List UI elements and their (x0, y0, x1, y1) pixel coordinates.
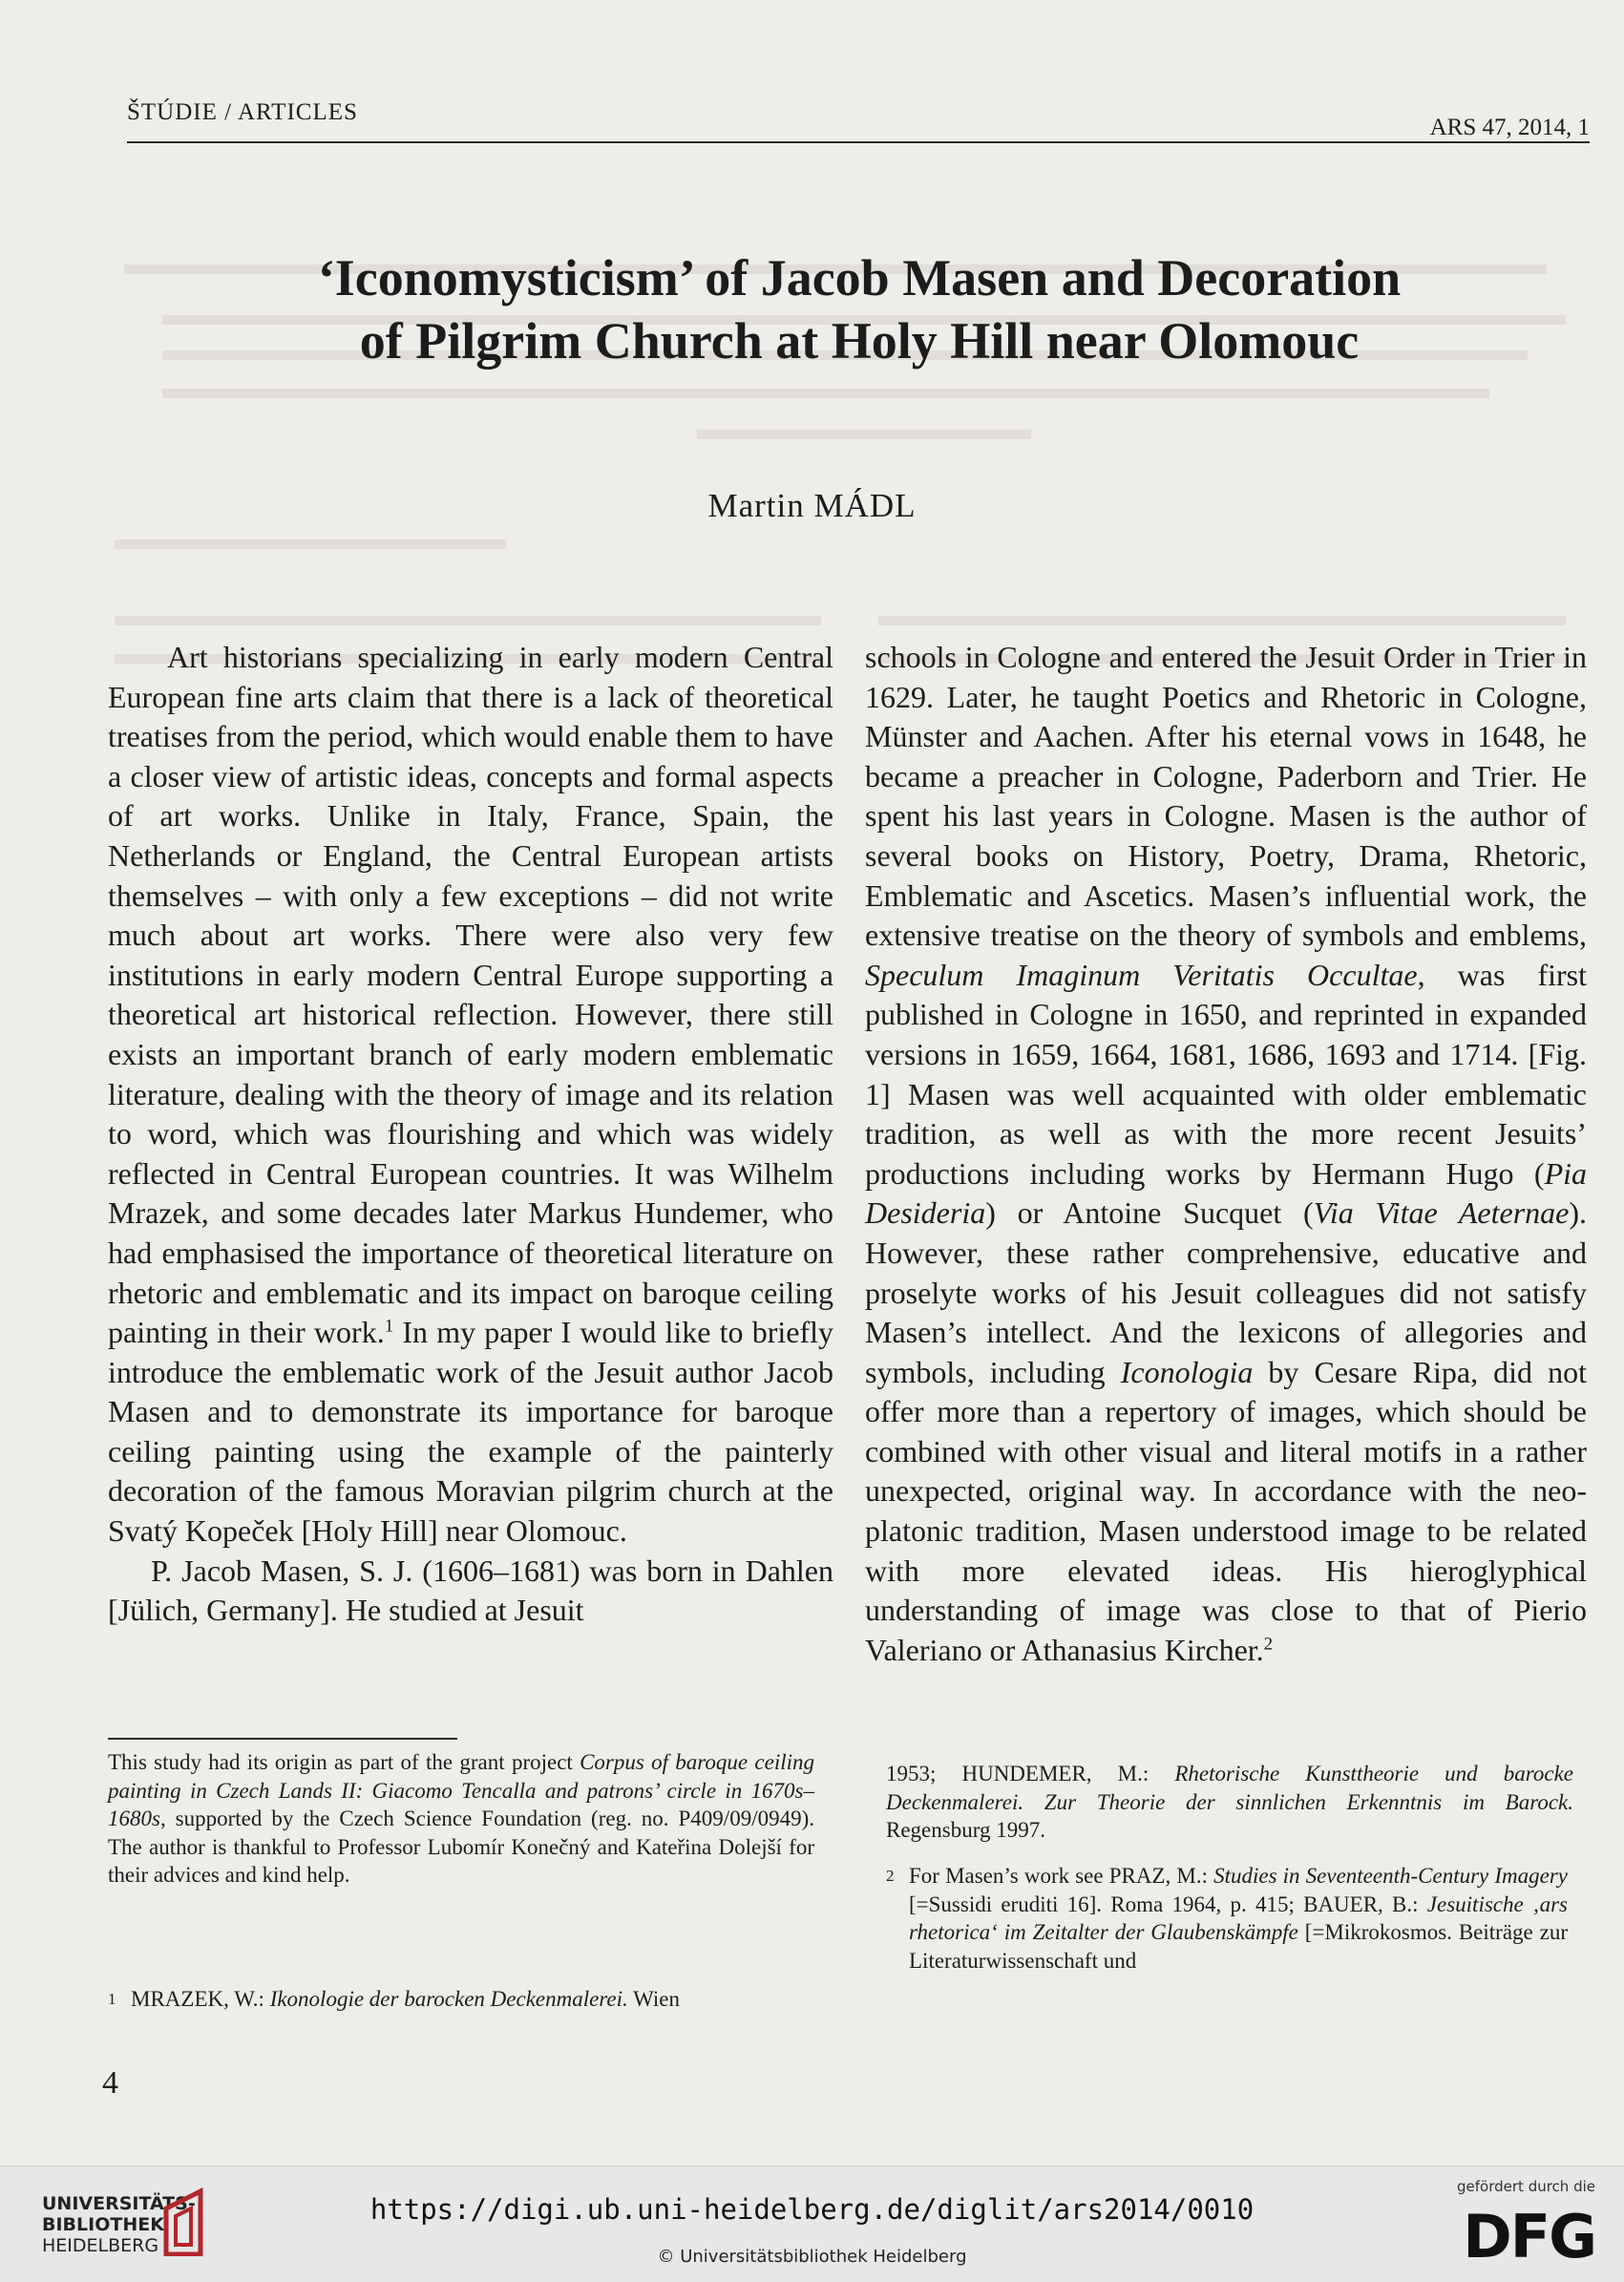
viewer-footer (0, 2166, 1624, 2282)
running-header-journal: ARS 47, 2014, 1 (1429, 115, 1590, 140)
book-title: Via Vitae Aeternae (1313, 1195, 1570, 1231)
footnote-number: 2 (886, 1867, 895, 1885)
permalink-url[interactable]: https://digi.ub.uni-heidelberg.de/diglit/ars2014/0010 (369, 2193, 1255, 2226)
footnote-1: 1 MRAZEK, W.: Ikonologie der barocken Deckenmalerei. Wien (108, 1985, 814, 2014)
running-header-section: ŠTÚDIE / ARTICLES (127, 99, 358, 125)
body-paragraph: Art historians specializing in early modern Central European fine arts claim that there is a lack of theoretical treatises from the period, which would enable them to have a closer view of artistic ideas, concepts and formal aspects of art works. Unlike in Italy, France, Spain, the Netherlands or England, the Central European artists themselves – with only a few exceptions – did not write much about art works. There were also very few institutions in early modern Central Europe supporting a theoretical art historical reflection. However, there still exists an important branch of early modern emblematic literature, dealing with the theory of image and its relation to word, which was flourishing and which was widely reflected in Central European countries. It was Wilhelm Mrazek, and some decades later Markus Hundemer, who had emphasised the importance of theoretical literature on rhetoric and emblematic and its impact on baroque ceiling painting in their work.$^1$ In my paper I would like to briefly introduce the emblematic work of the Jesuit author Jacob Masen and to demonstrate its importance for baroque ceiling painting using the example of the painterly decoration of the famous Moravian pilgrim church at the Svatý Kopeček [Holy Hill] near Olomouc. (108, 640, 833, 1549)
body-paragraph: schools in Cologne and entered the Jesuit Order in Trier in 1629. Later, he taught Poetics and Rhetoric in Cologne, Münster and Aachen. After his eternal vows in 1648, he became a preacher in Cologne, Paderborn and Trier. He spent his last years in Cologne. Masen is the author of several books on History, Poetry, Drama, Rhetoric, Emblematic and Ascetics. Masen’s influential work, the extensive treatise on the theory of symbols and emblems, Speculum Imaginum Veritatis Occultae, was first published in Cologne in 1650, and reprinted in expanded versions in 1659, 1664, 1681, 1686, 1693 and 1714. [Fig. 1] Masen was well acquainted with older emblematic tradition, as well as with the more recent Jesuits’ productions including works by Hermann Hugo (Pia Desideria) or Antoine Sucquet (Via Vitae Aeternae). However, these rather comprehensive, educative and proselyte works of his Jesuit colleagues did not satisfy Masen’s intellect. And the lexicons of allegories and symbols, including Iconologia by Cesare Ripa, did not offer more than a repertory of images, which should be combined with other visual and literal motifs in a rather unexpected, original way. In accordance with the neo-platonic tradition, Masen understood image to be related with more elevated ideas. His hieroglyphical understanding of image was close to that of Pierio Valeriano or Athanasius Kircher.$^2$ (865, 640, 1588, 1667)
footnote-acknowledgement: This study had its origin as part of the grant project Corpus of baroque ceiling painting in Czech Lands II: Giacomo Tencalla and patrons’ circle in 1670s–1680s, supported by the Czech Science Foundation (reg. no. P409/09/0949). The author is thankful to Professor Lubomír Konečný and Kateřina Dolejší for their advices and kind help. (108, 1750, 814, 1888)
article-title (191, 246, 1528, 372)
footnote-number: 1 (108, 1990, 116, 2008)
page-number: 4 (102, 2065, 118, 2101)
title-line-2: of Pilgrim Church at Holy Hill near Olomouc (359, 312, 1360, 370)
article-author: Martin MÁDL (707, 487, 917, 524)
book-title: Iconologia (1120, 1354, 1254, 1389)
copyright-notice: © Universitätsbibliothek Heidelberg (657, 2247, 967, 2267)
dfg-logo[interactable]: DFG (1463, 2202, 1595, 2271)
funder-label: gefördert durch die (1457, 2178, 1595, 2195)
footnote-2: 2 For Masen’s work see PRAZ, M.: Studies in Seventeenth-Century Imagery [=Sussidi eruditi 16]. Roma 1964, p. 415; BAUER, B.: Jesuitische ‚ars rhetorica‘ im Zeitalter der Glaubenskämpfe [=Mikrokosmos. Beiträge zur Literaturwissenschaft und (886, 1864, 1569, 1973)
book-title: Pia Desideria (865, 1155, 1587, 1231)
body-paragraph: P. Jacob Masen, S. J. (1606–1681) was born in Dahlen [Jülich, Germany]. He studied at Jesuit (108, 1553, 833, 1628)
footnote-1-continued: 1953; HUNDEMER, M.: Rhetorische Kunsttheorie und barocke Deckenmalerei. Zur Theorie der sinnlichen Erkenntnis im Barock. Regensburg 1997. (886, 1762, 1573, 1843)
body-column-right (865, 638, 1587, 1670)
header-rule (127, 141, 1590, 143)
library-name[interactable]: UNIVERSITÄTS- BIBLIOTHEK HEIDELBERG (42, 2193, 196, 2256)
footnote-rule (108, 1738, 457, 1740)
footnote-ref: 1 (384, 1316, 394, 1337)
title-line-1: ‘Iconomysticism’ of Jacob Masen and Decoration (317, 249, 1402, 306)
body-column-left (108, 638, 833, 1631)
book-title: Speculum Imaginum Veritatis Occultae (865, 957, 1418, 992)
footnote-ref: 2 (1263, 1634, 1274, 1655)
